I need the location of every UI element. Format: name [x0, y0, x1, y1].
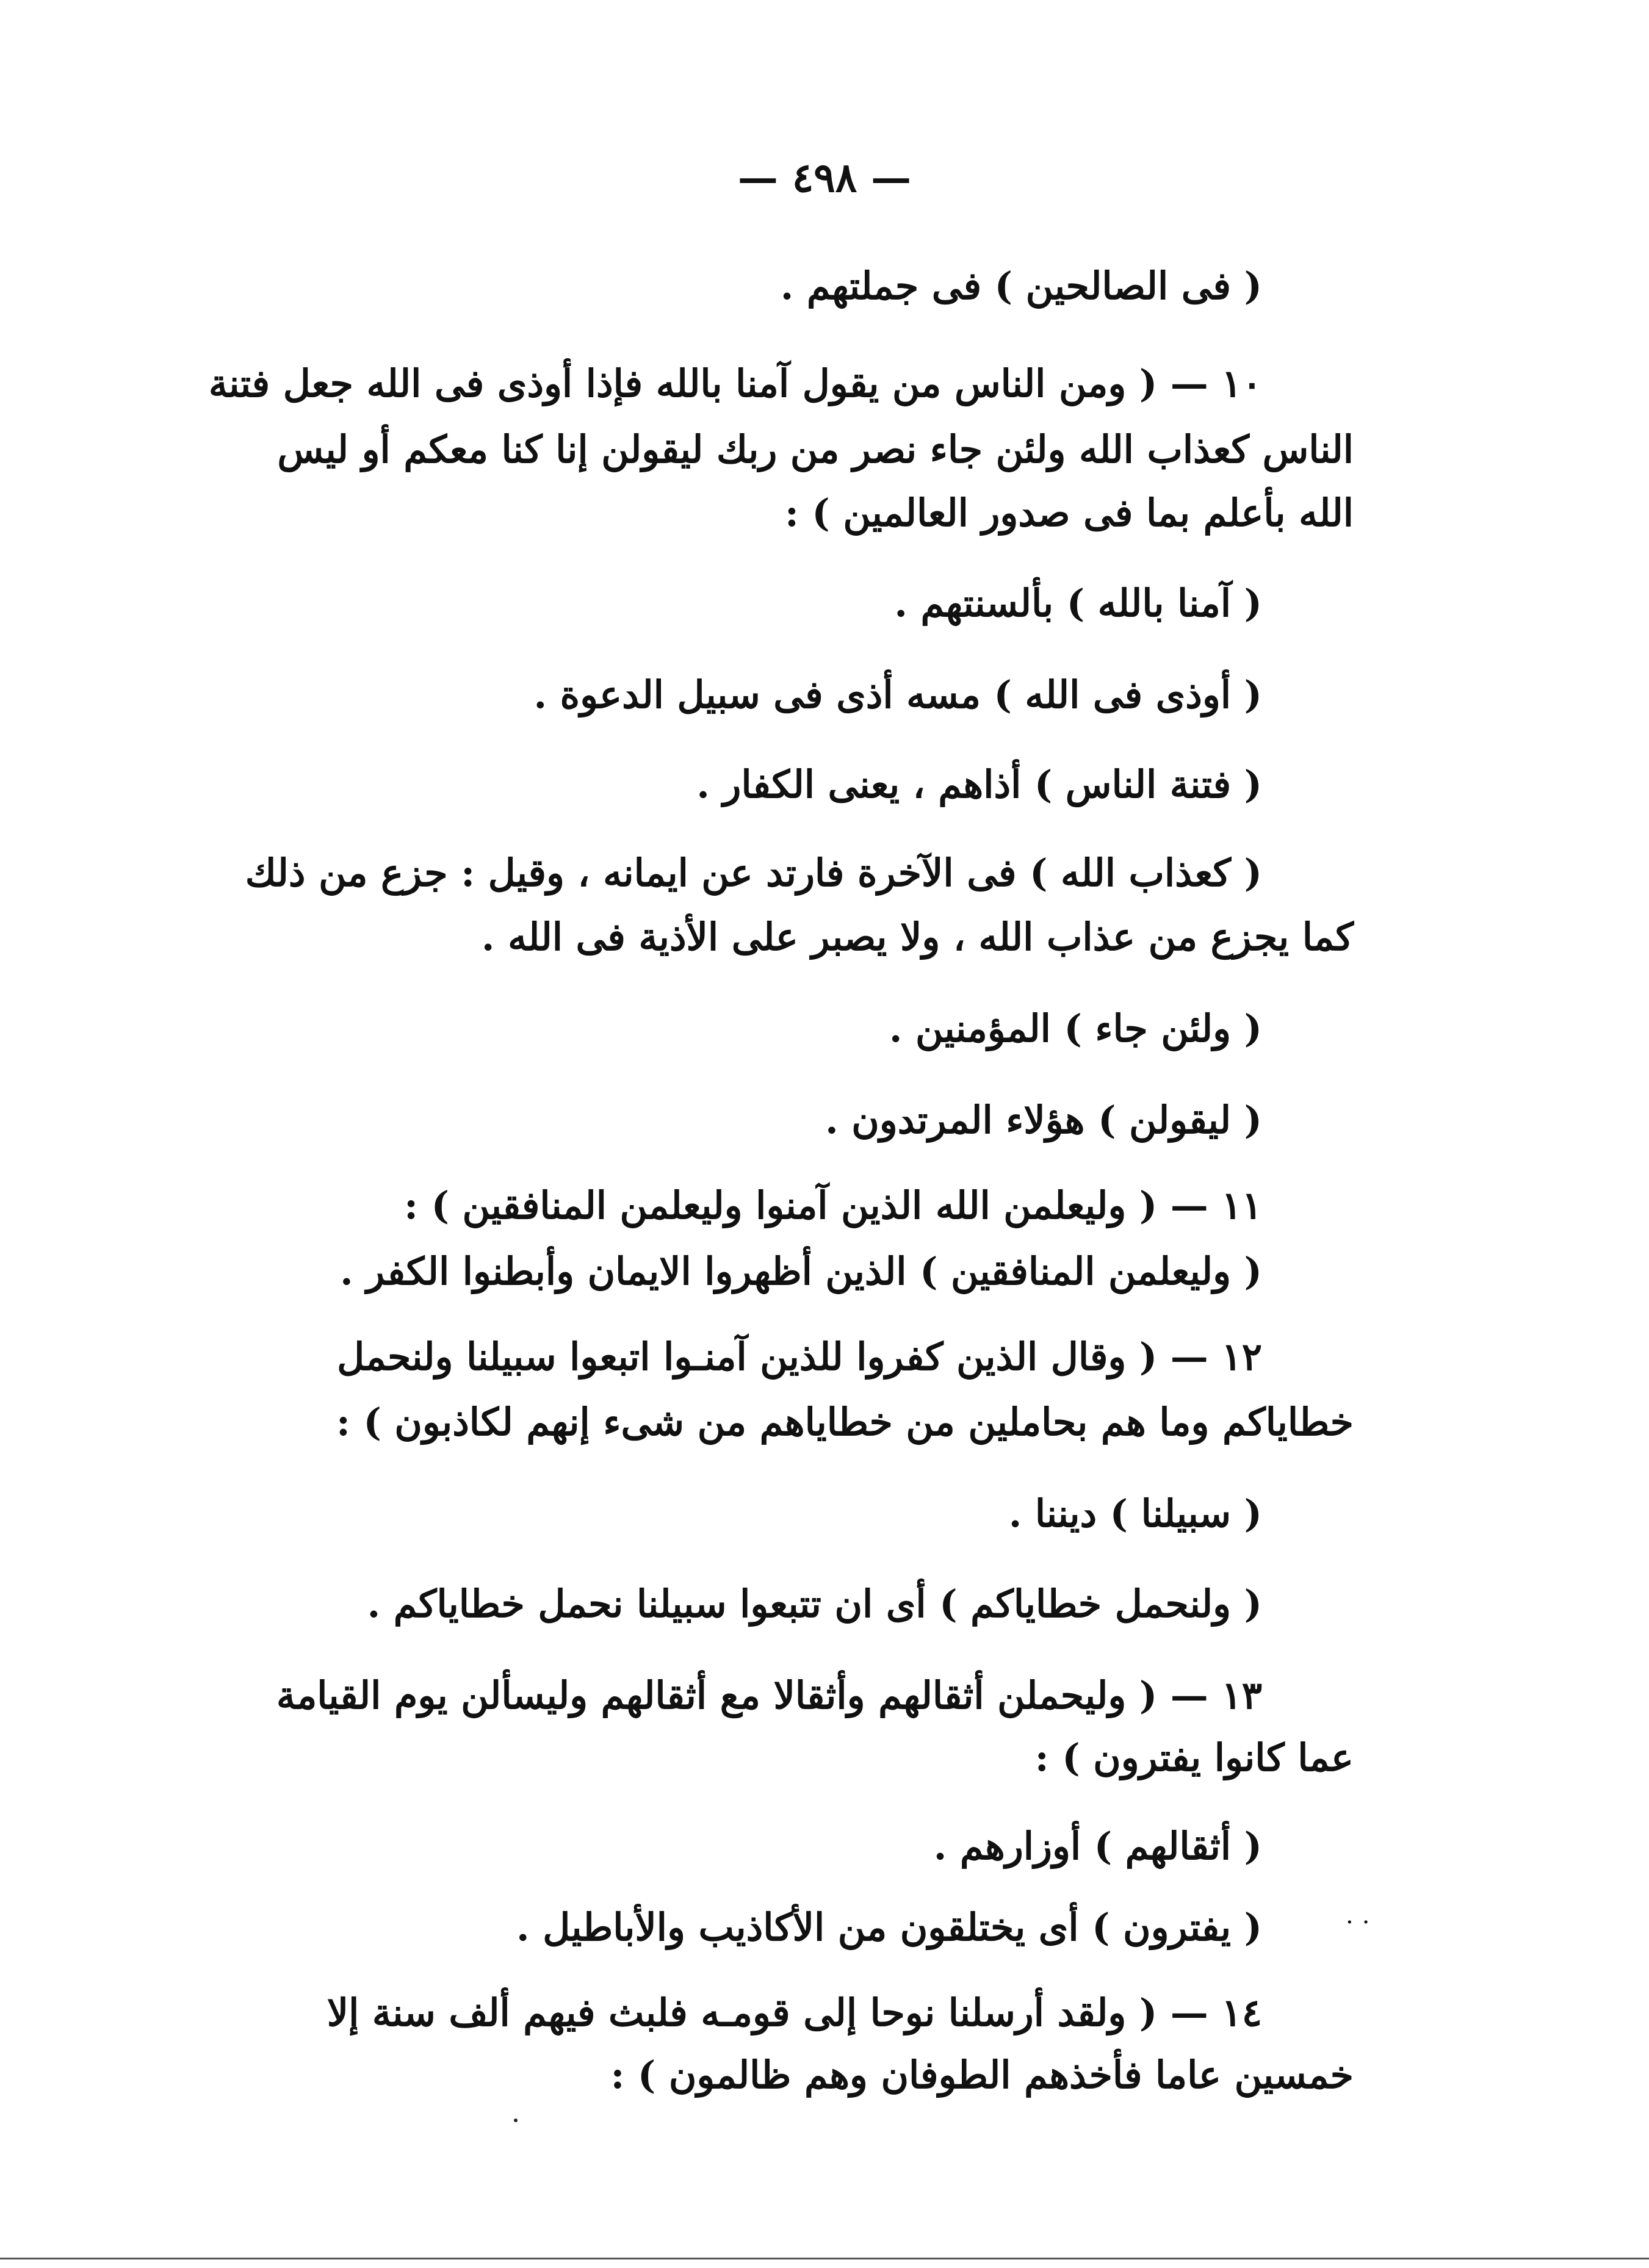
text-line: خمسين عاما فأخذهم الطوفان وهم ظالمون ) : — [610, 2053, 1354, 2097]
text-line: ( أثقالهم ) أوزارهم . — [933, 1824, 1262, 1868]
scan-speck-dots: ·· — [1346, 1909, 1379, 1937]
text-line: الناس كعذاب الله ولئن جاء نصر من ربك ليقولن إنا كنا معكم أو ليس — [277, 427, 1354, 472]
text-line: ( ولئن جاء ) المؤمنين . — [889, 1006, 1262, 1051]
text-line: ١١ — ( وليعلمن الله الذين آمنوا وليعلمن المنافقين ) : — [404, 1183, 1262, 1228]
text-line: ١٣ — ( وليحملن أثقالهم وأثقالا مع أثقالهم وليسألن يوم القيامة — [276, 1673, 1262, 1718]
text-line: ( فتنة الناس ) أذاهم ، يعنى الكفار . — [696, 762, 1262, 807]
text-line: كما يجزع من عذاب الله ، ولا يصبر على الأذية فى الله . — [481, 915, 1354, 959]
page-bottom-edge — [0, 2258, 1649, 2259]
text-line: ( سبيلنا ) ديننا . — [1008, 1491, 1262, 1536]
text-line: ( وليعلمن المنافقين ) الذين أظهروا الايمان وأبطنوا الكفر . — [340, 1249, 1262, 1294]
text-line: ( فى الصالحين ) فى جملتهم . — [780, 264, 1262, 308]
text-line: ( ليقولن ) هؤلاء المرتدون . — [825, 1098, 1262, 1142]
text-line: ١٠ — ( ومن الناس من يقول آمنا بالله فإذا أوذى فى الله جعل فتنة — [208, 361, 1262, 406]
text-line: ( يفترون ) أى يختلقون من الأكاذيب والأباطيل . — [516, 1905, 1262, 1949]
text-line: خطاياكم وما هم بحاملين من خطاياهم من شىء إنهم لكاذبون ) : — [336, 1400, 1354, 1444]
text-line: ( ولنحمل خطاياكم ) أى ان تتبعوا سبيلنا نحمل خطاياكم . — [367, 1582, 1262, 1626]
text-line: ( آمنا بالله ) بألسنتهم . — [894, 581, 1262, 625]
text-line: ( أوذى فى الله ) مسه أذى فى سبيل الدعوة . — [533, 672, 1262, 717]
text-line: الله بأعلم بما فى صدور العالمين ) : — [784, 491, 1354, 535]
text-line: عما كانوا يفترون ) : — [1034, 1735, 1354, 1780]
text-line: ( كعذاب الله ) فى الآخرة فارتد عن ايمانه ، وقيل : جزع من ذلك — [245, 851, 1262, 895]
text-line: ١٢ — ( وقال الذين كفروا للذين آمنـوا اتبعوا سبيلنا ولنحمل — [337, 1334, 1262, 1379]
text-line: ١٤ — ( ولقد أرسلنا نوحا إلى قومـه فلبث فيهم ألف سنة إلا — [327, 1990, 1262, 2035]
page-number: — ٤٩٨ — — [737, 154, 912, 201]
scan-speck — [514, 2119, 518, 2122]
